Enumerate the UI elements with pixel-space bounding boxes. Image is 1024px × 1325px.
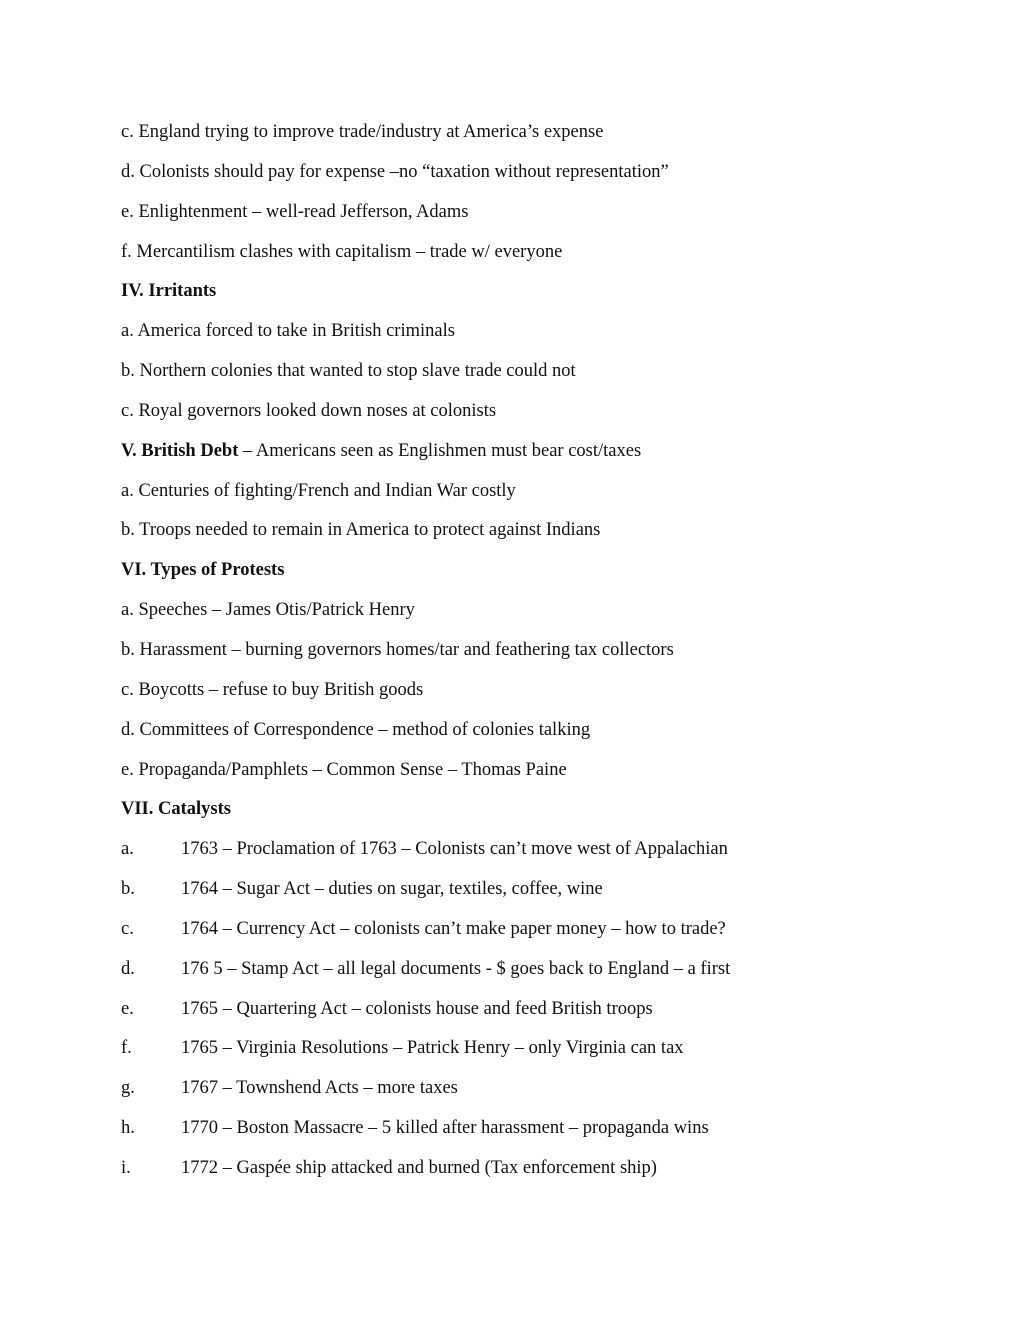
item-letter: b.: [121, 879, 135, 900]
catalyst-item: [121, 916, 921, 956]
catalyst-item: [121, 876, 921, 916]
item-text: 1770 – Boston Massacre – 5 killed after harassment – propaganda wins: [181, 1118, 709, 1139]
section-heading-protests: [121, 557, 921, 597]
item-text: 1765 – Quartering Act – colonists house and feed British troops: [181, 998, 653, 1019]
catalyst-item: [121, 1155, 921, 1195]
catalyst-item: [121, 1035, 921, 1075]
item-text: 1765 – Virginia Resolutions – Patrick Henry – only Virginia can tax: [181, 1038, 684, 1059]
list-item: f. Mercantilism clashes with capitalism – trade w/ everyone: [121, 241, 563, 262]
list-item: c. Boycotts – refuse to buy British goods: [121, 679, 424, 700]
section-heading-british-debt: [121, 438, 921, 478]
list-item: d. Committees of Correspondence – method of colonies talking: [121, 719, 591, 740]
item-letter: e.: [121, 998, 134, 1019]
list-item: d. Colonists should pay for expense –no “taxation without representation”: [121, 161, 669, 182]
list-item: c. England trying to improve trade/industry at America’s expense: [121, 122, 604, 142]
heading-label: V. British Debt: [121, 440, 239, 461]
list-item: a. America forced to take in British criminals: [121, 321, 455, 342]
list-item: b. Northern colonies that wanted to stop slave trade could not: [121, 361, 576, 382]
list-item: a. Centuries of fighting/French and Indian War costly: [121, 480, 516, 501]
section-heading-irritants: [121, 278, 921, 318]
item-letter: i.: [121, 1157, 131, 1178]
catalyst-item: [121, 836, 921, 876]
item-text: 1764 – Sugar Act – duties on sugar, textiles, coffee, wine: [181, 879, 603, 900]
item-text: 1764 – Currency Act – colonists can’t make paper money – how to trade?: [181, 918, 726, 939]
catalyst-item: [121, 1075, 921, 1115]
list-item: b. Troops needed to remain in America to protect against Indians: [121, 520, 601, 541]
list-item: e. Propaganda/Pamphlets – Common Sense – Thomas Paine: [121, 759, 567, 780]
list-item: e. Enlightenment – well-read Jefferson, Adams: [121, 201, 469, 222]
item-letter: c.: [121, 918, 134, 939]
list-item: c. Royal governors looked down noses at colonists: [121, 400, 497, 421]
heading-description: – Americans seen as Englishmen must bear cost/taxes: [238, 440, 642, 461]
item-letter: f.: [121, 1038, 132, 1059]
item-text: 1767 – Townshend Acts – more taxes: [181, 1078, 458, 1099]
catalyst-item: [121, 1115, 921, 1155]
item-letter: g.: [121, 1078, 135, 1099]
item-text: 1772 – Gaspée ship attacked and burned (Tax enforcement ship): [181, 1157, 657, 1178]
heading-label: VII. Catalysts: [121, 799, 231, 820]
list-item: a. Speeches – James Otis/Patrick Henry: [121, 600, 415, 621]
list-item: b. Harassment – burning governors homes/tar and feathering tax collectors: [121, 639, 674, 660]
item-letter: h.: [121, 1118, 135, 1139]
item-text: 176 5 – Stamp Act – all legal documents - $ goes back to England – a first: [181, 958, 731, 979]
item-letter: d.: [121, 958, 135, 979]
section-heading-catalysts: [121, 796, 921, 836]
catalyst-item: [121, 956, 921, 996]
heading-label: VI. Types of Protests: [121, 560, 285, 581]
heading-label: IV. Irritants: [121, 281, 217, 302]
item-text: 1763 – Proclamation of 1763 – Colonists can’t move west of Appalachian: [181, 839, 728, 860]
item-letter: a.: [121, 839, 134, 860]
catalyst-item: [121, 996, 921, 1036]
document-page: [121, 119, 921, 1195]
